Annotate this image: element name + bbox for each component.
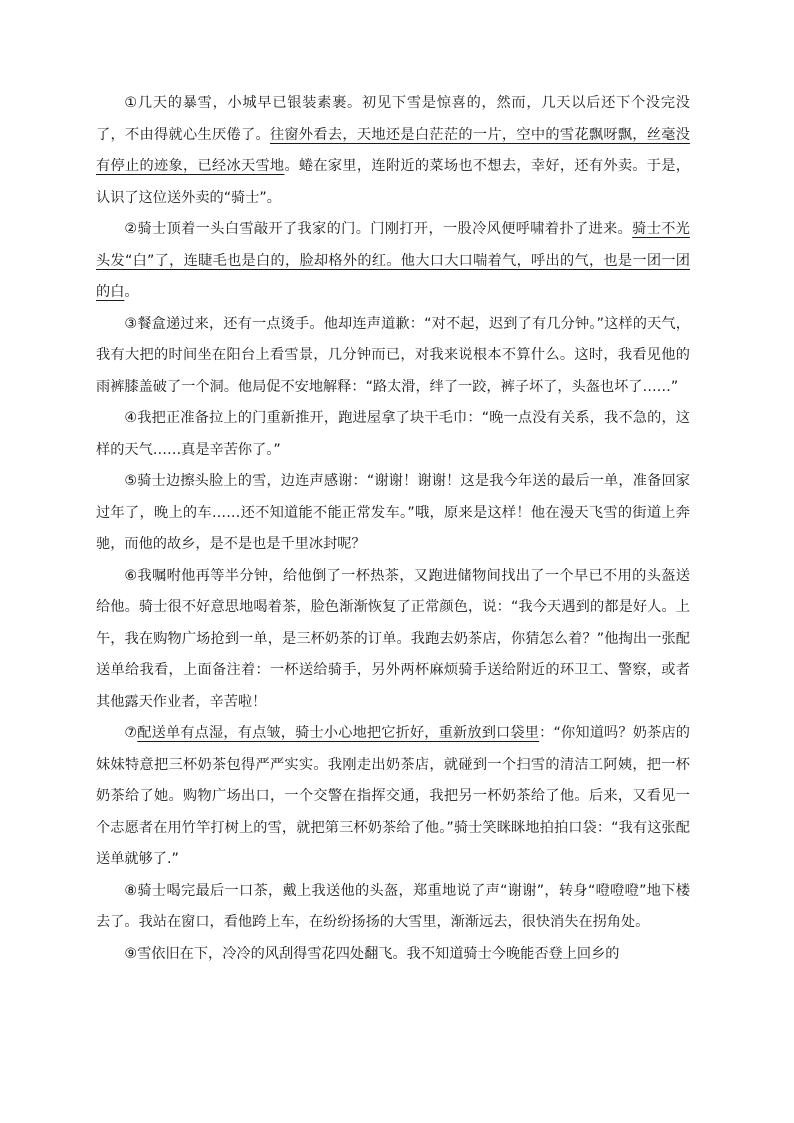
paragraph-8 [96, 876, 690, 939]
paragraph-3 [96, 309, 690, 404]
document-page [96, 88, 690, 970]
paragraph-1-text: ①几天的暴雪，小城早已银装素裹。初见下雪是惊喜的，然而，几天以后还下个没完没了，不由得就心生厌倦了。 [96, 95, 690, 143]
paragraph-1 [96, 88, 690, 214]
paragraph-2-text: ②骑士顶着一头白雪敲开了我家的门。门刚打开，一股冷风便呼啸着扑了进来。 [124, 221, 633, 237]
paragraph-7 [96, 718, 690, 876]
paragraph-4-text: ④我把正准备拉上的门重新推开，跑进屋拿了块干毛巾：“晚一点没有关系，我不急的，这样的天气……真是辛苦你了。” [96, 410, 690, 458]
paragraph-3-text: ③餐盒递过来，还有一点烫手。他却连声道歉：“对不起，迟到了有几分钟。”这样的天气，我有大把的时间坐在阳台上看雪景，几分钟而已，对我来说根本不算什么。这时，我看见他的雨裤膝盖破了一个洞。他局促不安地解释：“路太滑，绊了一跤，裤子坏了，头盔也坏了……” [96, 315, 690, 395]
paragraph-7-underlined-text: 配送单有点湿，有点皱，骑士小心地把它折好，重新放到口袋里 [137, 725, 540, 741]
paragraph-8-text: ⑧骑士喝完最后一口茶，戴上我送他的头盔，郑重地说了声“谢谢”，转身“噔噔噔”地下楼去了。我站在窗口，看他跨上车，在纷纷扬扬的大雪里，渐渐远去，很快消失在拐角处。 [96, 882, 690, 930]
paragraph-2-underlined-text: 骑士不光头发“白”了，连睫毛也是白的，脸却格外的红。他大口大口喘着气，呼出的气，也是一团一团的白 [96, 221, 690, 300]
paragraph-5 [96, 466, 690, 561]
paragraph-7-text-after: ：“你知道吗？奶茶店的妹妹特意把三杯奶茶包得严严实实。我刚走出奶茶店，就碰到一个扫雪的清洁工阿姨，把一杯奶茶给了她。购物广场出口，一个交警在指挥交通，我把另一杯奶茶给了他。后来，又看见一个志愿者在用竹竿打树上的雪，就把第三杯奶茶给了他。”骑士笑眯眯地拍拍口袋：“我有这张配送单就够了.” [96, 725, 690, 867]
paragraph-6 [96, 561, 690, 719]
paragraph-1-underlined-text: 往窗外看去，天地还是白茫茫的一片，空中的雪花飘呀飘，丝毫没有停止的迹象，已经冰天雪地 [96, 126, 690, 174]
paragraph-9 [96, 939, 690, 971]
paragraph-6-text: ⑥我嘱咐他再等半分钟，给他倒了一杯热茶，又跑进储物间找出了一个早已不用的头盔送给他。骑士很不好意思地喝着茶，脸色渐渐恢复了正常颜色，说：“我今天遇到的都是好人。上午，我在购物广场抢到一单，是三杯奶茶的订单。我跑去奶茶店，你猜怎么着？”他掏出一张配送单给我看，上面备注着：一杯送给骑手，另外两杯麻烦骑手送给附近的环卫工、警察，或者其他露天作业者，辛苦啦！ [96, 567, 690, 710]
paragraph-7-text: ⑦ [124, 725, 138, 741]
paragraph-9-text: ⑨雪依旧在下，冷冷的风刮得雪花四处翻飞。我不知道骑士今晚能否登上回乡的 [124, 945, 620, 962]
paragraph-1-text-after: 。蜷在家里，连附近的菜场也不想去，幸好，还有外卖。于是，认识了这位送外卖的“骑士”。 [96, 158, 690, 206]
paragraph-2-text-after: 。 [124, 284, 139, 300]
paragraph-2 [96, 214, 690, 309]
paragraph-4 [96, 403, 690, 466]
paragraph-5-text: ⑤骑士边擦头脸上的雪，边连声感谢：“谢谢！谢谢！这是我今年送的最后一单，准备回家过年了，晚上的车……还不知道能不能正常发车。”哦，原来是这样！他在漫天飞雪的街道上奔驰，而他的故乡，是不是也是千里冰封呢？ [96, 473, 690, 552]
